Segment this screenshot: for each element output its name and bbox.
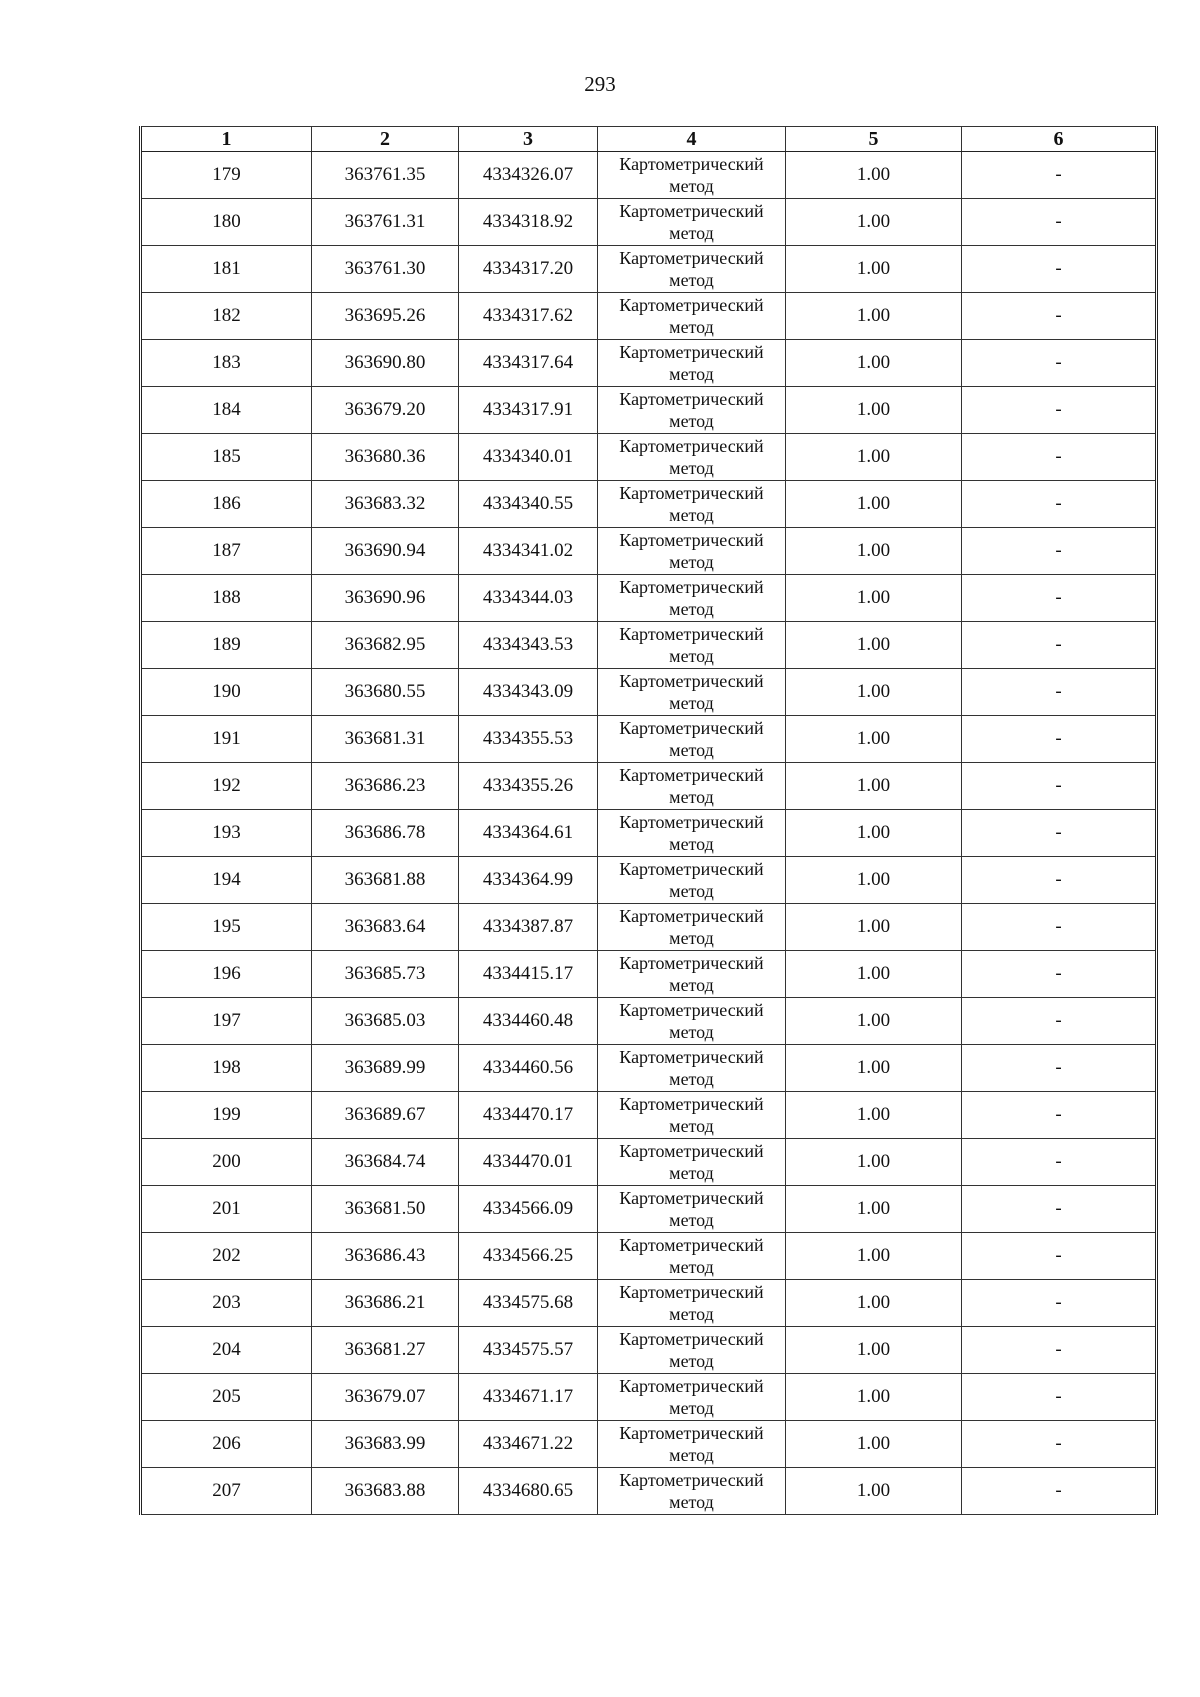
x-coordinate-cell: 363683.88	[312, 1468, 459, 1515]
point-number-cell: 194	[141, 857, 312, 904]
table-row	[141, 387, 1157, 434]
x-coordinate-cell: 363690.80	[312, 340, 459, 387]
x-coordinate-cell: 363681.27	[312, 1327, 459, 1374]
method-cell	[598, 293, 786, 340]
method-cell	[598, 1233, 786, 1280]
method-text-line-2: метод	[669, 458, 714, 478]
method-text-line-2: метод	[669, 552, 714, 572]
y-coordinate-cell: 4334460.48	[459, 998, 598, 1045]
table-row	[141, 1233, 1157, 1280]
note-cell: -	[962, 387, 1157, 434]
column-header-6: 6	[962, 127, 1157, 152]
y-coordinate-cell: 4334470.01	[459, 1139, 598, 1186]
table-row	[141, 1421, 1157, 1468]
point-number-cell: 191	[141, 716, 312, 763]
method-text-line-2: метод	[669, 975, 714, 995]
method-text-line-2: метод	[669, 1351, 714, 1371]
method-text-line-2: метод	[669, 505, 714, 525]
method-text-line-1: Картометрический	[619, 953, 764, 973]
note-cell: -	[962, 810, 1157, 857]
method-text-line-1: Картометрический	[619, 859, 764, 879]
table-header	[141, 127, 1157, 152]
point-number-cell: 200	[141, 1139, 312, 1186]
table-row	[141, 1280, 1157, 1327]
accuracy-cell: 1.00	[786, 1092, 962, 1139]
point-number-cell: 196	[141, 951, 312, 998]
note-cell: -	[962, 1045, 1157, 1092]
x-coordinate-cell: 363761.30	[312, 246, 459, 293]
accuracy-cell: 1.00	[786, 1139, 962, 1186]
method-cell	[598, 528, 786, 575]
method-cell	[598, 857, 786, 904]
y-coordinate-cell: 4334317.62	[459, 293, 598, 340]
method-text-line-1: Картометрический	[619, 577, 764, 597]
method-text-line-1: Картометрический	[619, 765, 764, 785]
y-coordinate-cell: 4334387.87	[459, 904, 598, 951]
x-coordinate-cell: 363683.32	[312, 481, 459, 528]
x-coordinate-cell: 363681.88	[312, 857, 459, 904]
y-coordinate-cell: 4334680.65	[459, 1468, 598, 1515]
accuracy-cell: 1.00	[786, 152, 962, 199]
page-number: 293	[584, 72, 616, 96]
note-cell: -	[962, 293, 1157, 340]
point-number-cell: 187	[141, 528, 312, 575]
note-cell: -	[962, 763, 1157, 810]
note-cell: -	[962, 1186, 1157, 1233]
table-row	[141, 716, 1157, 763]
method-text-line-2: метод	[669, 693, 714, 713]
point-number-cell: 205	[141, 1374, 312, 1421]
note-cell: -	[962, 199, 1157, 246]
accuracy-cell: 1.00	[786, 387, 962, 434]
y-coordinate-cell: 4334344.03	[459, 575, 598, 622]
method-text-line-1: Картометрический	[619, 1235, 764, 1255]
method-cell	[598, 575, 786, 622]
method-text-line-2: метод	[669, 928, 714, 948]
method-cell	[598, 1374, 786, 1421]
note-cell: -	[962, 1421, 1157, 1468]
accuracy-cell: 1.00	[786, 1327, 962, 1374]
point-number-cell: 198	[141, 1045, 312, 1092]
point-number-cell: 184	[141, 387, 312, 434]
x-coordinate-cell: 363689.99	[312, 1045, 459, 1092]
y-coordinate-cell: 4334575.68	[459, 1280, 598, 1327]
note-cell: -	[962, 152, 1157, 199]
y-coordinate-cell: 4334566.09	[459, 1186, 598, 1233]
table-row	[141, 1468, 1157, 1515]
method-text-line-1: Картометрический	[619, 201, 764, 221]
method-cell	[598, 1327, 786, 1374]
method-text-line-2: метод	[669, 1210, 714, 1230]
method-text-line-2: метод	[669, 1257, 714, 1277]
method-text-line-1: Картометрический	[619, 624, 764, 644]
method-text-line-2: метод	[669, 1445, 714, 1465]
accuracy-cell: 1.00	[786, 340, 962, 387]
method-text-line-1: Картометрический	[619, 671, 764, 691]
column-header-2: 2	[312, 127, 459, 152]
table-row	[141, 1045, 1157, 1092]
coordinates-table	[139, 126, 1158, 1515]
note-cell: -	[962, 340, 1157, 387]
x-coordinate-cell: 363689.67	[312, 1092, 459, 1139]
y-coordinate-cell: 4334364.99	[459, 857, 598, 904]
method-cell	[598, 1045, 786, 1092]
point-number-cell: 199	[141, 1092, 312, 1139]
point-number-cell: 186	[141, 481, 312, 528]
accuracy-cell: 1.00	[786, 1186, 962, 1233]
x-coordinate-cell: 363686.78	[312, 810, 459, 857]
method-text-line-1: Картометрический	[619, 389, 764, 409]
note-cell: -	[962, 669, 1157, 716]
table-row	[141, 434, 1157, 481]
note-cell: -	[962, 528, 1157, 575]
x-coordinate-cell: 363683.64	[312, 904, 459, 951]
method-cell	[598, 716, 786, 763]
point-number-cell: 189	[141, 622, 312, 669]
note-cell: -	[962, 481, 1157, 528]
table-row	[141, 246, 1157, 293]
method-cell	[598, 1280, 786, 1327]
method-text-line-2: метод	[669, 599, 714, 619]
table-row	[141, 857, 1157, 904]
method-cell	[598, 622, 786, 669]
table-row	[141, 1139, 1157, 1186]
method-text-line-2: метод	[669, 1022, 714, 1042]
y-coordinate-cell: 4334566.25	[459, 1233, 598, 1280]
table-row	[141, 951, 1157, 998]
method-text-line-2: метод	[669, 223, 714, 243]
point-number-cell: 206	[141, 1421, 312, 1468]
method-text-line-1: Картометрический	[619, 1188, 764, 1208]
note-cell: -	[962, 622, 1157, 669]
point-number-cell: 203	[141, 1280, 312, 1327]
x-coordinate-cell: 363685.03	[312, 998, 459, 1045]
table-row	[141, 528, 1157, 575]
method-cell	[598, 387, 786, 434]
method-text-line-2: метод	[669, 1116, 714, 1136]
method-text-line-2: метод	[669, 1069, 714, 1089]
accuracy-cell: 1.00	[786, 1280, 962, 1327]
note-cell: -	[962, 1374, 1157, 1421]
method-text-line-1: Картометрический	[619, 342, 764, 362]
accuracy-cell: 1.00	[786, 1468, 962, 1515]
point-number-cell: 201	[141, 1186, 312, 1233]
x-coordinate-cell: 363681.31	[312, 716, 459, 763]
accuracy-cell: 1.00	[786, 199, 962, 246]
method-cell	[598, 199, 786, 246]
column-header-3: 3	[459, 127, 598, 152]
x-coordinate-cell: 363680.36	[312, 434, 459, 481]
accuracy-cell: 1.00	[786, 904, 962, 951]
point-number-cell: 182	[141, 293, 312, 340]
accuracy-cell: 1.00	[786, 1421, 962, 1468]
accuracy-cell: 1.00	[786, 575, 962, 622]
method-text-line-2: метод	[669, 317, 714, 337]
method-text-line-1: Картометрический	[619, 1141, 764, 1161]
y-coordinate-cell: 4334318.92	[459, 199, 598, 246]
method-cell	[598, 669, 786, 716]
accuracy-cell: 1.00	[786, 293, 962, 340]
table-row	[141, 763, 1157, 810]
method-cell	[598, 434, 786, 481]
method-cell	[598, 481, 786, 528]
x-coordinate-cell: 363761.35	[312, 152, 459, 199]
accuracy-cell: 1.00	[786, 246, 962, 293]
table-body	[141, 152, 1157, 1515]
method-text-line-1: Картометрический	[619, 1094, 764, 1114]
accuracy-cell: 1.00	[786, 434, 962, 481]
point-number-cell: 195	[141, 904, 312, 951]
y-coordinate-cell: 4334340.55	[459, 481, 598, 528]
y-coordinate-cell: 4334364.61	[459, 810, 598, 857]
table-row	[141, 810, 1157, 857]
note-cell: -	[962, 434, 1157, 481]
note-cell: -	[962, 1280, 1157, 1327]
method-cell	[598, 340, 786, 387]
point-number-cell: 190	[141, 669, 312, 716]
y-coordinate-cell: 4334415.17	[459, 951, 598, 998]
x-coordinate-cell: 363690.96	[312, 575, 459, 622]
table-row	[141, 575, 1157, 622]
x-coordinate-cell: 363681.50	[312, 1186, 459, 1233]
table-row	[141, 481, 1157, 528]
point-number-cell: 204	[141, 1327, 312, 1374]
method-cell	[598, 152, 786, 199]
table-row	[141, 669, 1157, 716]
point-number-cell: 181	[141, 246, 312, 293]
accuracy-cell: 1.00	[786, 622, 962, 669]
y-coordinate-cell: 4334460.56	[459, 1045, 598, 1092]
method-text-line-2: метод	[669, 1398, 714, 1418]
table-row	[141, 152, 1157, 199]
method-text-line-2: метод	[669, 646, 714, 666]
table-row	[141, 293, 1157, 340]
note-cell: -	[962, 904, 1157, 951]
method-cell	[598, 951, 786, 998]
x-coordinate-cell: 363679.20	[312, 387, 459, 434]
accuracy-cell: 1.00	[786, 857, 962, 904]
y-coordinate-cell: 4334343.53	[459, 622, 598, 669]
table-row	[141, 622, 1157, 669]
point-number-cell: 188	[141, 575, 312, 622]
method-cell	[598, 1092, 786, 1139]
y-coordinate-cell: 4334355.53	[459, 716, 598, 763]
method-text-line-2: метод	[669, 787, 714, 807]
accuracy-cell: 1.00	[786, 1374, 962, 1421]
point-number-cell: 185	[141, 434, 312, 481]
y-coordinate-cell: 4334317.91	[459, 387, 598, 434]
method-text-line-2: метод	[669, 740, 714, 760]
method-text-line-1: Картометрический	[619, 718, 764, 738]
accuracy-cell: 1.00	[786, 763, 962, 810]
note-cell: -	[962, 857, 1157, 904]
note-cell: -	[962, 716, 1157, 763]
y-coordinate-cell: 4334671.17	[459, 1374, 598, 1421]
method-cell	[598, 246, 786, 293]
method-text-line-1: Картометрический	[619, 1423, 764, 1443]
y-coordinate-cell: 4334340.01	[459, 434, 598, 481]
column-header-1: 1	[141, 127, 312, 152]
point-number-cell: 180	[141, 199, 312, 246]
method-text-line-2: метод	[669, 270, 714, 290]
table-row	[141, 1186, 1157, 1233]
table-row	[141, 1092, 1157, 1139]
x-coordinate-cell: 363686.21	[312, 1280, 459, 1327]
method-text-line-1: Картометрический	[619, 1000, 764, 1020]
table-row	[141, 998, 1157, 1045]
method-text-line-1: Картометрический	[619, 1047, 764, 1067]
accuracy-cell: 1.00	[786, 810, 962, 857]
method-cell	[598, 810, 786, 857]
method-text-line-2: метод	[669, 411, 714, 431]
table-row	[141, 904, 1157, 951]
note-cell: -	[962, 951, 1157, 998]
x-coordinate-cell: 363690.94	[312, 528, 459, 575]
x-coordinate-cell: 363680.55	[312, 669, 459, 716]
column-header-5: 5	[786, 127, 962, 152]
method-text-line-1: Картометрический	[619, 1376, 764, 1396]
point-number-cell: 183	[141, 340, 312, 387]
y-coordinate-cell: 4334343.09	[459, 669, 598, 716]
accuracy-cell: 1.00	[786, 669, 962, 716]
x-coordinate-cell: 363683.99	[312, 1421, 459, 1468]
note-cell: -	[962, 1139, 1157, 1186]
accuracy-cell: 1.00	[786, 528, 962, 575]
method-cell	[598, 1139, 786, 1186]
method-text-line-1: Картометрический	[619, 1329, 764, 1349]
method-text-line-2: метод	[669, 1304, 714, 1324]
method-text-line-2: метод	[669, 176, 714, 196]
note-cell: -	[962, 1092, 1157, 1139]
point-number-cell: 197	[141, 998, 312, 1045]
method-text-line-2: метод	[669, 1492, 714, 1512]
y-coordinate-cell: 4334317.20	[459, 246, 598, 293]
method-cell	[598, 904, 786, 951]
table-header-row	[141, 127, 1157, 152]
y-coordinate-cell: 4334671.22	[459, 1421, 598, 1468]
accuracy-cell: 1.00	[786, 481, 962, 528]
table-row	[141, 1327, 1157, 1374]
point-number-cell: 207	[141, 1468, 312, 1515]
note-cell: -	[962, 1468, 1157, 1515]
note-cell: -	[962, 1233, 1157, 1280]
method-text-line-1: Картометрический	[619, 812, 764, 832]
y-coordinate-cell: 4334355.26	[459, 763, 598, 810]
point-number-cell: 202	[141, 1233, 312, 1280]
x-coordinate-cell: 363685.73	[312, 951, 459, 998]
table-row	[141, 340, 1157, 387]
accuracy-cell: 1.00	[786, 716, 962, 763]
method-text-line-1: Картометрический	[619, 1470, 764, 1490]
method-text-line-1: Картометрический	[619, 436, 764, 456]
method-text-line-2: метод	[669, 364, 714, 384]
accuracy-cell: 1.00	[786, 1233, 962, 1280]
x-coordinate-cell: 363695.26	[312, 293, 459, 340]
y-coordinate-cell: 4334575.57	[459, 1327, 598, 1374]
x-coordinate-cell: 363684.74	[312, 1139, 459, 1186]
method-text-line-1: Картометрический	[619, 154, 764, 174]
note-cell: -	[962, 246, 1157, 293]
method-cell	[598, 1421, 786, 1468]
method-text-line-1: Картометрический	[619, 1282, 764, 1302]
method-text-line-1: Картометрический	[619, 906, 764, 926]
method-text-line-1: Картометрический	[619, 530, 764, 550]
x-coordinate-cell: 363686.43	[312, 1233, 459, 1280]
y-coordinate-cell: 4334317.64	[459, 340, 598, 387]
method-cell	[598, 763, 786, 810]
table-row	[141, 199, 1157, 246]
method-text-line-2: метод	[669, 1163, 714, 1183]
x-coordinate-cell: 363682.95	[312, 622, 459, 669]
y-coordinate-cell: 4334341.02	[459, 528, 598, 575]
note-cell: -	[962, 575, 1157, 622]
accuracy-cell: 1.00	[786, 998, 962, 1045]
column-header-4: 4	[598, 127, 786, 152]
method-text-line-1: Картометрический	[619, 295, 764, 315]
y-coordinate-cell: 4334470.17	[459, 1092, 598, 1139]
method-text-line-1: Картометрический	[619, 483, 764, 503]
method-cell	[598, 1468, 786, 1515]
table-row	[141, 1374, 1157, 1421]
y-coordinate-cell: 4334326.07	[459, 152, 598, 199]
x-coordinate-cell: 363679.07	[312, 1374, 459, 1421]
point-number-cell: 179	[141, 152, 312, 199]
x-coordinate-cell: 363686.23	[312, 763, 459, 810]
method-text-line-1: Картометрический	[619, 248, 764, 268]
note-cell: -	[962, 998, 1157, 1045]
method-text-line-2: метод	[669, 834, 714, 854]
point-number-cell: 193	[141, 810, 312, 857]
method-cell	[598, 1186, 786, 1233]
method-cell	[598, 998, 786, 1045]
accuracy-cell: 1.00	[786, 1045, 962, 1092]
x-coordinate-cell: 363761.31	[312, 199, 459, 246]
point-number-cell: 192	[141, 763, 312, 810]
accuracy-cell: 1.00	[786, 951, 962, 998]
method-text-line-2: метод	[669, 881, 714, 901]
note-cell: -	[962, 1327, 1157, 1374]
